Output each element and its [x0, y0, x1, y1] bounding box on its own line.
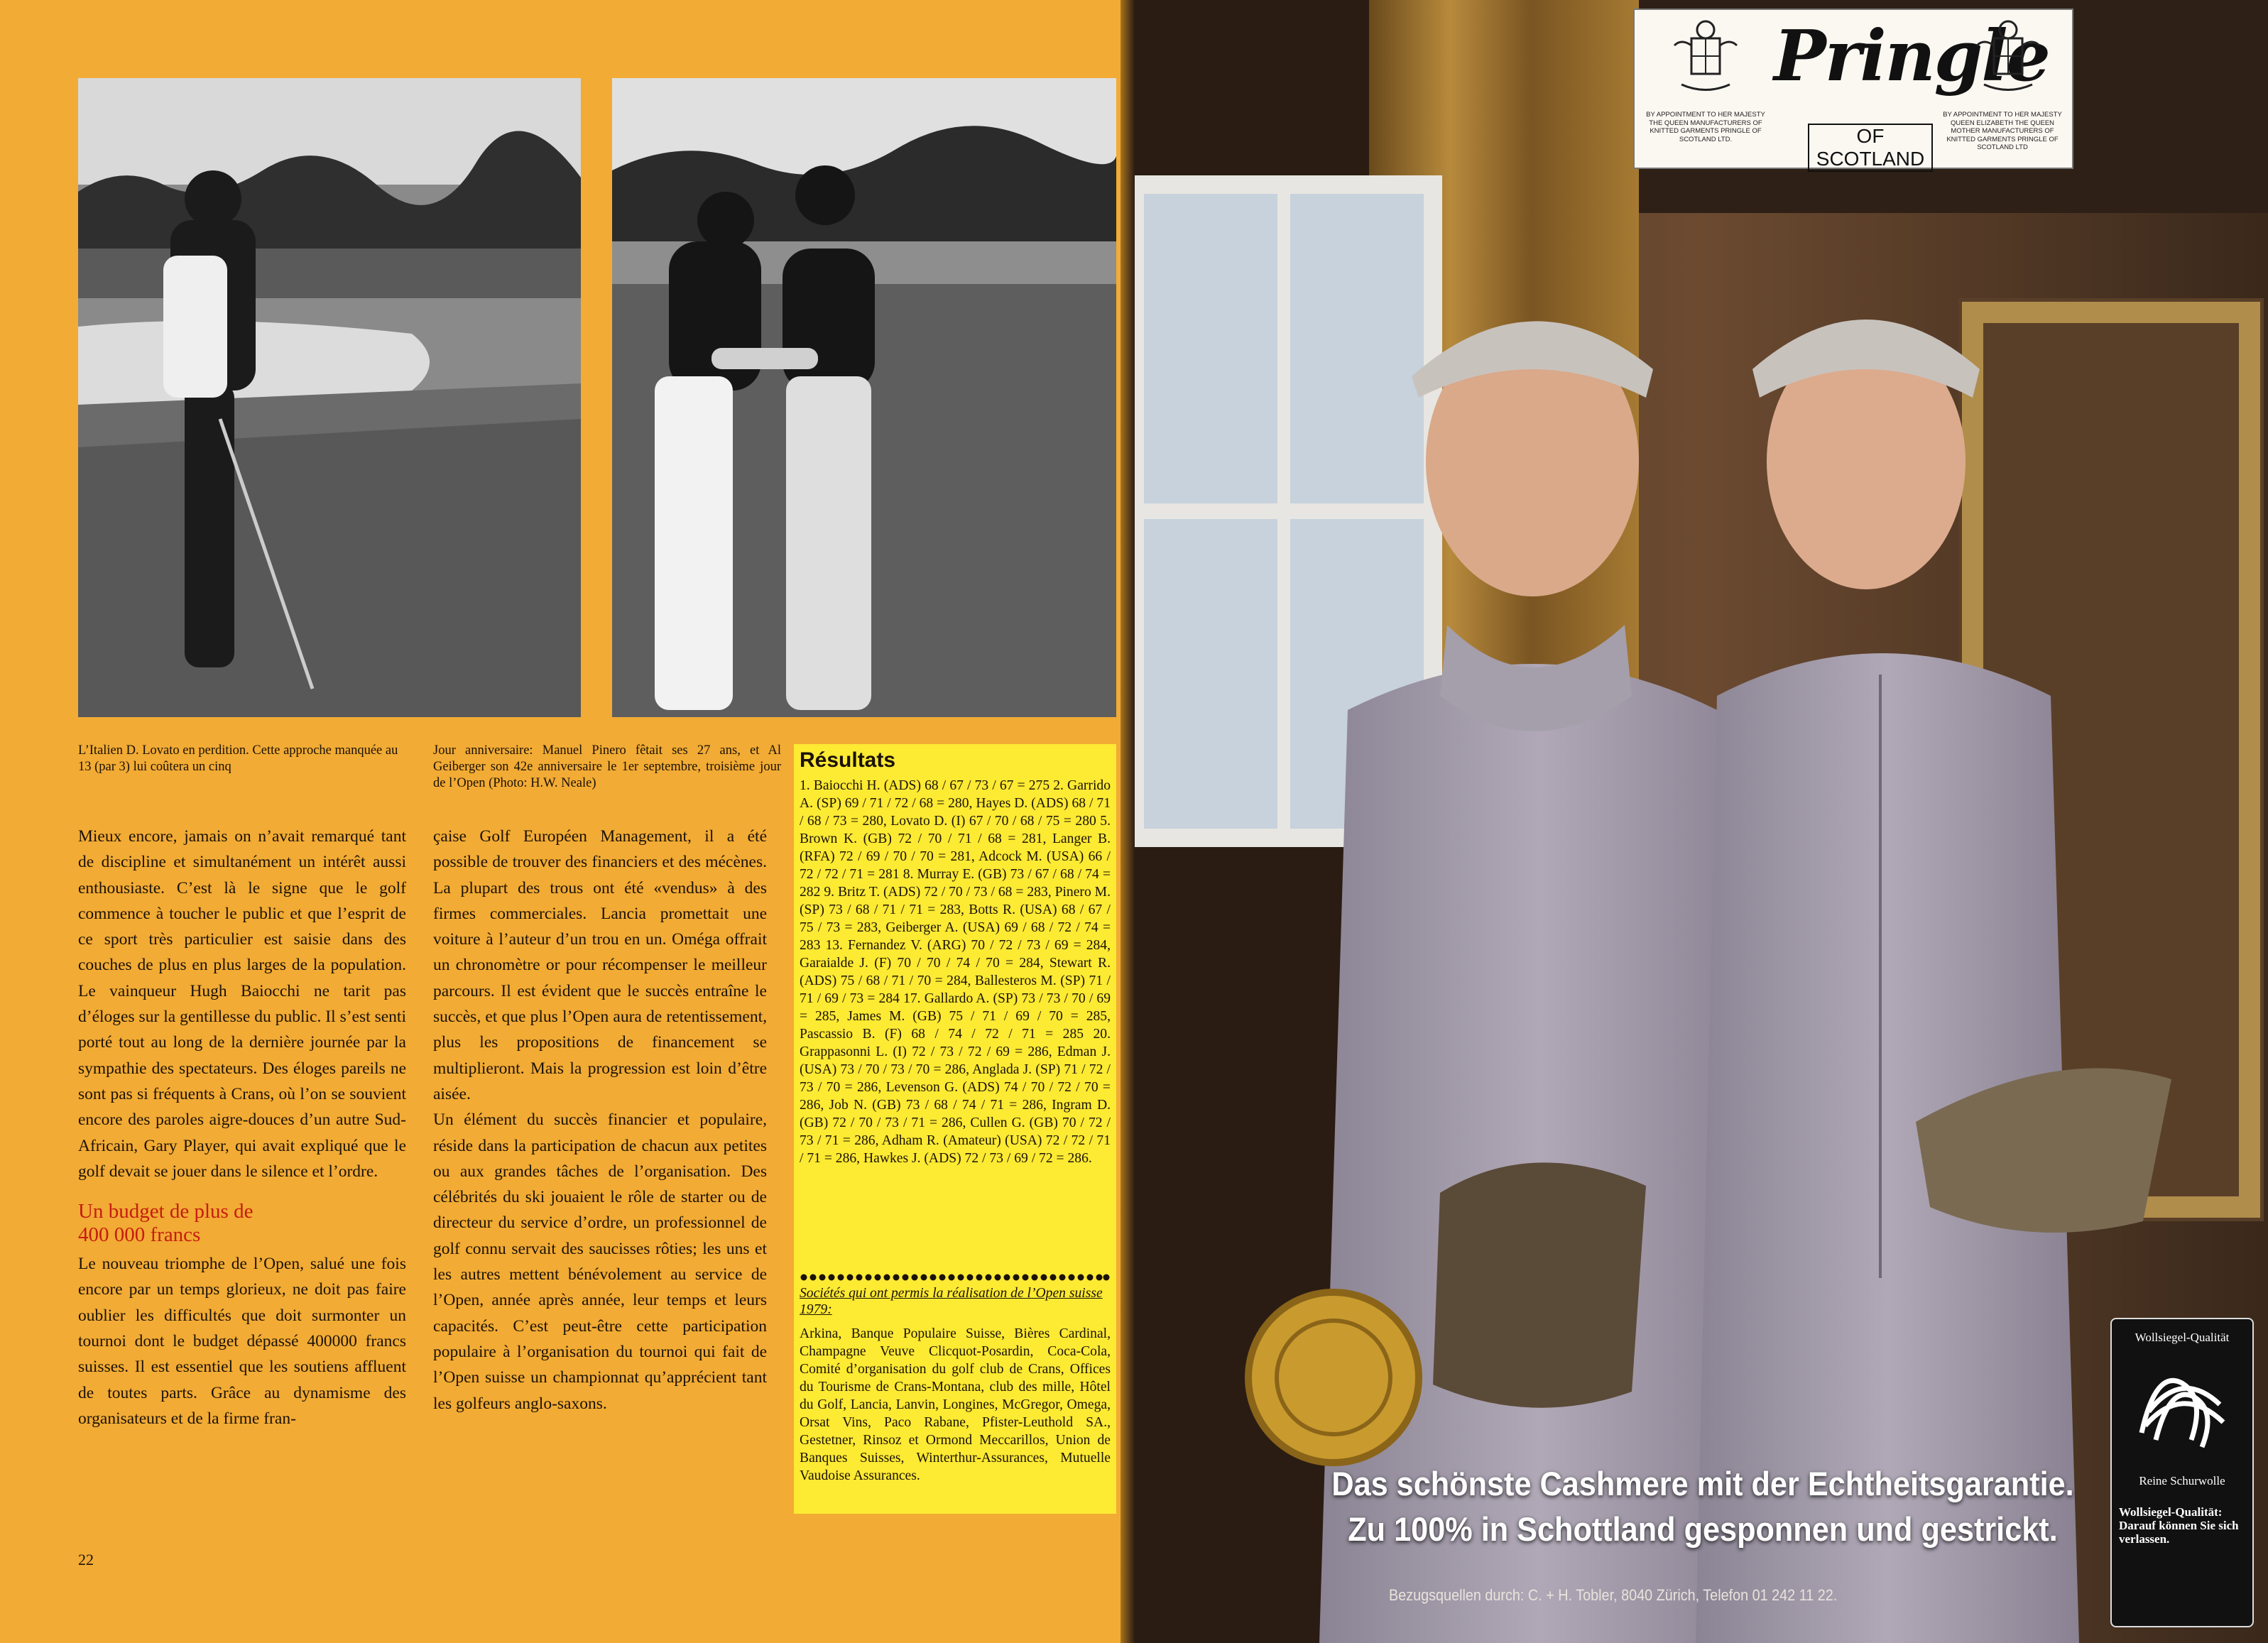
page-gutter — [1121, 0, 1135, 1643]
article-paragraph: çaise Golf Européen Management, il a été possible de trouver des financiers et des mécènes. La plupart des trous ont été «vendus» à des firmes commerciales. Lancia promettait une voiture à l’auteur d’un trou en un. Oméga offrait un chronomètre or pour récompenser le meilleur parcours. Il est évident que le succès entraîne le succès, et que plus l’Open aura de retentissement, plus les propositions de financement se multiplieront. Mais la progression est loin d’être aisée. — [433, 827, 767, 1103]
pringle-brand-subtitle: OF SCOTLAND — [1808, 124, 1933, 172]
results-title: Résultats — [800, 748, 896, 772]
section-heading-line: 400 000 francs — [78, 1223, 201, 1247]
results-list: 1. Baiocchi H. (ADS) 68 / 67 / 73 / 67 = 275 2. Garrido A. (SP) 69 / 71 / 72 / 68 = 280, Hayes D. (ADS) 68 / 71 / 68 / 73 = 280, Lovato D. (I) 67 / 70 / 68 / 75 = 280 5. Brown K. (GB) 72 / 70 / 71 / 68 = 281, Langer B. (RFA) 72 / 69 / 70 / 70 = 281, Adcock M. (USA) 66 / 72 / 72 / 71 = 281 8. Murray E. (GB) 73 / 67 / 68 / 74 = 282 9. Britz T. (ADS) 72 / 70 / 73 / 68 = 283, Pinero M. (SP) 73 / 68 / 71 / 71 = 283, Botts R. (USA) 68 / 67 / 75 / 73 = 283, Geiberger A. (USA) 69 / 68 / 72 / 74 = 283 13. Fernandez V. (ARG) 70 / 72 / 73 / 69 = 284, Garaialde J. (F) 70 / 70 / 74 / 70 = 284, Stewart R. (ADS) 75 / 68 / 71 / 70 = 284, Ballesteros M. (SP) 71 / 71 / 69 / 73 = 284 17. Gallardo A. (SP) 73 / 73 / 70 / 69 = 285, James M. (GB) 75 / 71 / 69 / 70 = 285, Pascassio B. (F) 68 / 74 / 72 / 71 = 285 20. Grappasonni L. (I) 72 / 73 / 72 / 69 = 286, Edman J. (USA) 73 / 70 / 73 / 70 = 286, Anglada J. (SP) 71 / 72 / 73 / 70 = 286, Levenson G. (ADS) 74 / 70 / 72 / 70 = 286, Job N. (GB) 73 / 68 / 74 / 71 = 286, Ingram D. (GB) 72 / 70 / 73 / 71 = 286, Cullen G. (GB) 70 / 72 / 73 / 71 = 286, Adham R. (Amateur) (USA) 72 / 72 / 71 / 71 = 286, Hawkes J. (ADS) 72 / 73 / 69 / 72 = 286. — [800, 778, 1111, 1166]
headline-line: Das schönste Cashmere mit der Echtheitsgarantie. — [1331, 1465, 2074, 1502]
sponsors-section — [800, 1272, 1111, 1485]
article-paragraph: Mieux encore, jamais on n’avait remarqué tant de discipline et simultanément un intérêt aussi enthousiaste. C’est là le signe que le golf commence à toucher le public et que l’esprit de ce sport très particulier est saisie dans des couches de plus en plus larges de la population. Le vainqueur Hugh Baiocchi ne tarit pas d’éloges sur la gentillesse du public. Il s’est senti porté tout au long de la dernière journée par la sympathie des spectateurs. Des éloges pareils ne sont pas si fréquents à Crans, où l’on se souvient encore des paroles aigre-douces d’un autre Sud-Africain, Gary Player, qui avait expliqué que le golf devait se jouer dans le silence et l’ordre. — [78, 827, 406, 1181]
headline-line: Zu 100% in Schottland gesponnen und gestrickt. — [1348, 1510, 2058, 1548]
photo-handshake — [612, 78, 1116, 717]
royal-warrant-text: BY APPOINTMENT TO HER MAJESTY QUEEN ELIZABETH THE QUEEN MOTHER MANUFACTURERS OF KNITTED GARMENTS PRINGLE OF SCOTLAND LTD — [1943, 111, 2062, 151]
advert-headline — [1219, 1461, 2186, 1552]
section-heading-line: Un budget de plus de — [78, 1200, 253, 1223]
sponsors-list: Arkina, Banque Populaire Suisse, Bières Cardinal, Champagne Veuve Clicquot-Posardin, Coca-Cola, Comité d’organisation du golf club de Crans, Offices du Tourisme de Crans-Montana, club des mille, Hôtel du Golf, Lancia, Lanvin, Longines, McGregor, Omega, Orsat Vins, Paco Rabane, Pfister-Leuthold SA., Gestetner, Rinsoz et Ormond Meccarillos, Union de Banques Suisses, Winterthur-Assurances, Mutuelle Vaudoise Assurances. — [800, 1326, 1111, 1483]
page-number: 22 — [78, 1551, 94, 1568]
left-page — [0, 0, 1121, 1643]
article-column-2 — [433, 824, 767, 1417]
woolmark-title: Wollsiegel-Qualität — [2135, 1331, 2230, 1344]
woolmark-icon — [2127, 1355, 2237, 1461]
royal-warrant-text: BY APPOINTMENT TO HER MAJESTY THE QUEEN MANUFACTURERS OF KNITTED GARMENTS PRINGLE OF SCOTLAND LTD. — [1646, 111, 1765, 143]
dot-divider — [800, 1273, 1111, 1282]
pringle-logo-box — [1633, 9, 2073, 169]
royal-crest-icon — [1970, 17, 2046, 95]
woolmark-note: Wollsiegel-Qualität: Darauf können Sie sich verlassen. — [2119, 1505, 2239, 1546]
woolmark-badge — [2110, 1318, 2254, 1627]
royal-crest-icon — [1667, 17, 1744, 95]
advert-sources-line: Bezugsquellen durch: C. + H. Tobler, 8040 Zürich, Telefon 01 242 11 22. — [1389, 1586, 1838, 1604]
right-page-advert — [1135, 0, 2268, 1643]
sponsors-heading: Sociétés qui ont permis la réalisation de l’Open suisse 1979: — [800, 1286, 1103, 1317]
section-heading-budget — [78, 1200, 406, 1247]
article-paragraph: Le nouveau triomphe de l’Open, salué une fois encore par un temps glorieux, ne doit pas faire oublier les difficultés que doit surmonter un tournoi dont le budget dépassé 400000 francs suisses. Il est essentiel que les soutiens affluent de toutes parts. Grâce au dynamisme des organisateurs et de la firme fran- — [78, 1255, 406, 1428]
woolmark-label: Reine Schurwolle — [2139, 1474, 2225, 1488]
photo-lovato-bunker — [78, 78, 581, 717]
caption-handshake: Jour anniversaire: Manuel Pinero fêtait ses 27 ans, et Al Geiberger son 42e anniversaire le 1er septembre, troisième jour de l’Open (Photo: H.W. Neale) — [433, 743, 781, 790]
results-box — [794, 744, 1116, 1514]
advert-photo-two-women-cashmere — [1135, 0, 2268, 1643]
caption-lovato: L’Italien D. Lovato en perdition. Cette approche manquée au 13 (par 3) lui coûtera un cinq — [78, 743, 398, 774]
article-paragraph: Un élément du succès financier et populaire, réside dans la participation de chacun aux petites ou aux grandes tâches de l’organisation. Des célébrités du ski jouaient le rôle de starter ou de directeur du service d’ordre, un professionnel de golf connu servait des saucisses rôties; les uns et les autres mettent bénévolement au service de l’Open, année après année, leur temps et leurs capacités. C’est peut-être cette participation populaire à l’organisation du tournoi qui fait de l’Open suisse un championnat qu’apprécient tant les golfeurs anglo-saxons. — [433, 1110, 767, 1413]
pringle-brand-logo: Pringle — [1774, 16, 2049, 97]
article-column-1 — [78, 824, 406, 1431]
